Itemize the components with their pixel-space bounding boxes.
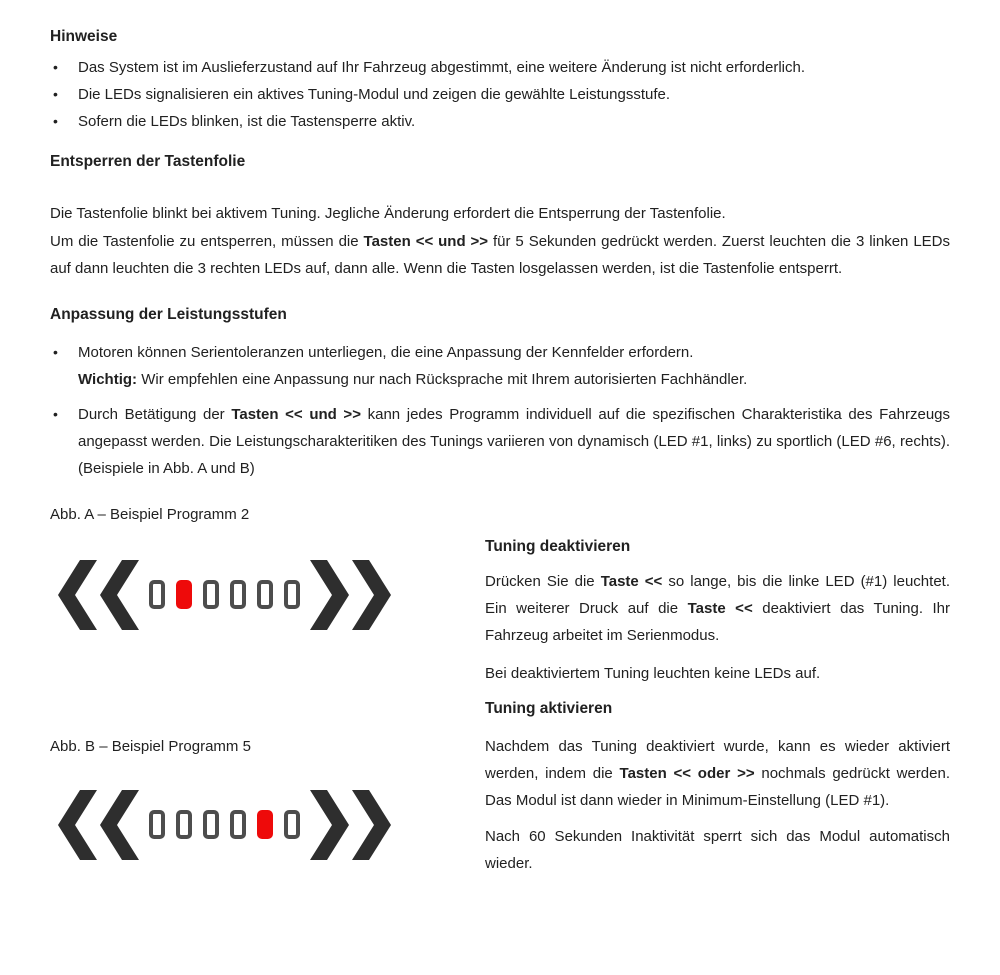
paragraph-text: Drücken Sie die Taste << so lange, bis die linke LED (#1) leuchtet. Ein weiterer Druck auf die Taste << deaktiviert das Tuning. Ihr Fahrzeug arbeitet im Serienmodus. <box>485 572 951 644</box>
list-item-text: Motoren können Serientoleranzen unterliegen, die eine Anpassung der Kennfelder erfordern. <box>78 343 694 361</box>
led-4-off <box>230 580 246 609</box>
double-chevron-right-icon <box>310 790 391 860</box>
led-3-off <box>203 580 219 609</box>
led-2-on <box>176 580 192 609</box>
section-heading-anpassung: Anpassung der Leistungsstufen <box>50 305 287 323</box>
bullet-icon: • <box>53 86 58 102</box>
figure-b-label: Abb. B – Beispiel Programm 5 <box>50 737 251 755</box>
paragraph-text: Bei deaktiviertem Tuning leuchten keine LEDs auf. <box>485 664 821 682</box>
bullet-icon: • <box>53 405 58 422</box>
led-4-off <box>230 810 246 839</box>
paragraph-text: Um die Tastenfolie zu entsperren, müssen die Tasten << und >> für 5 Sekunden gedrückt werden. Zuerst leuchten die 3 linken LEDs auf dann leuchten die 3 rechten LEDs auf, dann alle. Wenn die Tasten losgelassen werden, ist die Tastenfolie entsperrt. <box>50 232 951 277</box>
list-item <box>50 108 950 135</box>
led-3-off <box>203 810 219 839</box>
list-item <box>50 339 950 393</box>
manual-page <box>0 28 1000 482</box>
double-chevron-right-icon <box>310 560 391 630</box>
paragraph-text: Nach 60 Sekunden Inaktivität sperrt sich das Modul automatisch wieder. <box>485 827 950 872</box>
led-5-on <box>257 810 273 839</box>
list-item-text: Sofern die LEDs blinken, ist die Tastensperre aktiv. <box>78 113 416 130</box>
list-item-text: Wichtig: Wir empfehlen eine Anpassung nur nach Rücksprache mit Ihrem autorisierten Fachhändler. <box>78 370 748 388</box>
heading-tuning-aktivieren: Tuning aktivieren <box>485 699 613 717</box>
led-5-off <box>257 580 273 609</box>
led-1-off <box>149 580 165 609</box>
bullet-icon: • <box>53 343 58 360</box>
led-1-off <box>149 810 165 839</box>
list-item-text: Durch Betätigung der Tasten << und >> kann jedes Programm individuell auf die spezifischen Charakteristika des Fahrzeugs angepasst werden. Die Leistungscharakteritiken des Tunings variieren von dynamisch (LED #1, links) zu sportlich (LED #6, rechts).(Beispiele in Abb. A und B) <box>78 405 951 477</box>
entsperren-paragraph <box>50 200 950 283</box>
figure-a-led-display <box>58 560 391 630</box>
list-item-text: Die LEDs signalisieren ein aktives Tuning-Modul und zeigen die gewählte Leistungsstufe. <box>78 86 671 103</box>
hinweise-list <box>50 54 950 135</box>
bullet-icon: • <box>53 113 58 129</box>
led-6-off <box>284 810 300 839</box>
figure-b-led-display <box>58 790 391 860</box>
list-item <box>50 401 950 482</box>
paragraph-line: Die Tastenfolie blinkt bei aktivem Tuning. Jegliche Änderung erfordert die Entsperrung der Tastenfolie. <box>50 205 726 222</box>
double-chevron-left-icon <box>58 560 139 630</box>
section-heading-entsperren: Entsperren der Tastenfolie <box>50 153 246 170</box>
led-row <box>149 810 300 839</box>
examples-area <box>0 482 1000 921</box>
list-item <box>50 81 950 108</box>
figure-a-label: Abb. A – Beispiel Programm 2 <box>50 505 250 523</box>
bullet-icon: • <box>53 59 58 75</box>
paragraph-text: Nachdem das Tuning deaktiviert wurde, kann es wieder aktiviert werden, indem die Tasten << oder >> nochmals gedrückt werden. Das Modul ist dann wieder in Minimum-Einstellung (LED #1). <box>485 737 950 809</box>
double-chevron-left-icon <box>58 790 139 860</box>
led-2-off <box>176 810 192 839</box>
led-6-off <box>284 580 300 609</box>
anpassung-list <box>50 339 950 482</box>
list-item <box>50 54 950 81</box>
list-item-text: Das System ist im Auslieferzustand auf Ihr Fahrzeug abgestimmt, eine weitere Änderung ist nicht erforderlich. <box>78 59 805 76</box>
section-heading-hinweise: Hinweise <box>50 28 118 45</box>
heading-tuning-deaktivieren: Tuning deaktivieren <box>485 537 631 555</box>
led-row <box>149 580 300 609</box>
instructions-column <box>485 538 950 877</box>
